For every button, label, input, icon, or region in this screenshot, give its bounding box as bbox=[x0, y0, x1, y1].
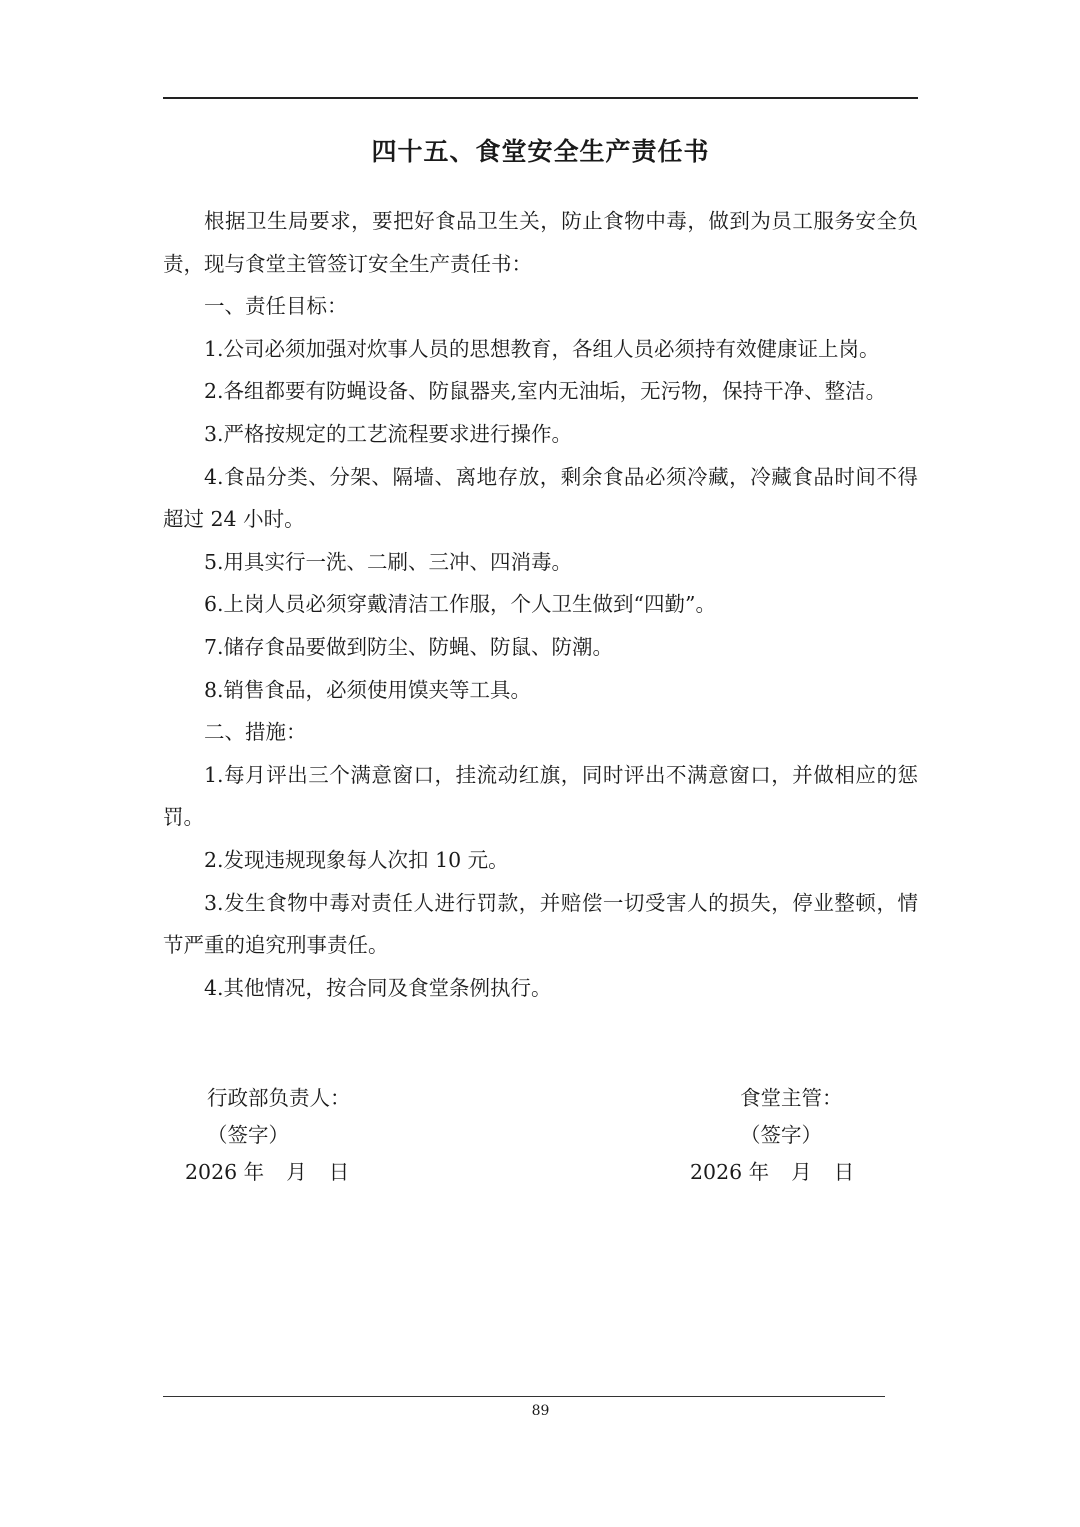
goal-item: 8.销售食品，必须使用馍夹等工具。 bbox=[204, 677, 532, 702]
intro-paragraph: 根据卫生局要求，要把好食品卫生关，防止食物中毒，做到为员工服务安全负责，现与食堂主管签订安全生产责任书： bbox=[163, 209, 918, 276]
signature-date bbox=[185, 1154, 351, 1191]
signature-date bbox=[690, 1154, 854, 1191]
signature-block-canteen bbox=[690, 1080, 854, 1191]
date-month: 月 bbox=[791, 1160, 812, 1184]
measure-item: 4.其他情况，按合同及食堂条例执行。 bbox=[204, 975, 552, 1000]
section-heading-goals: 一、责任目标： bbox=[204, 294, 348, 319]
goal-item: 4.食品分类、分架、隔墙、离地存放，剩余食品必须冷藏，冷藏食品时间不得超过 24 小时。 bbox=[163, 464, 918, 532]
header-rule bbox=[163, 97, 918, 99]
signature-block-admin bbox=[185, 1080, 351, 1191]
page-number: 89 bbox=[531, 1403, 550, 1419]
goal-item: 3.严格按规定的工艺流程要求进行操作。 bbox=[204, 421, 573, 446]
measure-item: 3.发生食物中毒对责任人进行罚款，并赔偿一切受害人的损失，停业整顿，情节严重的追究刑事责任。 bbox=[163, 890, 918, 958]
document-body bbox=[163, 200, 918, 1009]
document-title: 四十五、食堂安全生产责任书 bbox=[371, 137, 710, 166]
signature-role: 行政部负责人： bbox=[207, 1086, 351, 1110]
footer-rule bbox=[163, 1396, 885, 1397]
date-day: 日 bbox=[833, 1160, 855, 1184]
goal-item: 6.上岗人员必须穿戴清洁工作服，个人卫生做到“四勤”。 bbox=[204, 592, 717, 617]
signature-note: （签字） bbox=[207, 1123, 289, 1147]
goal-item: 2.各组都要有防蝇设备、防鼠器夹,室内无油垢，无污物，保持干净、整洁。 bbox=[204, 379, 887, 404]
signature-note: （签字） bbox=[740, 1123, 822, 1147]
date-month: 月 bbox=[286, 1160, 307, 1184]
date-year: 2026 年 bbox=[690, 1160, 770, 1184]
goal-item: 1.公司必须加强对炊事人员的思想教育，各组人员必须持有效健康证上岗。 bbox=[204, 336, 880, 361]
goal-item: 5.用具实行一洗、二刷、三冲、四消毒。 bbox=[204, 549, 573, 574]
section-heading-measures: 二、措施： bbox=[204, 720, 307, 745]
measure-item: 2.发现违规现象每人次扣 10 元。 bbox=[204, 847, 509, 872]
signature-role: 食堂主管： bbox=[740, 1086, 843, 1110]
date-day: 日 bbox=[328, 1160, 350, 1184]
date-year: 2026 年 bbox=[185, 1160, 265, 1184]
measure-item: 1.每月评出三个满意窗口，挂流动红旗，同时评出不满意窗口，并做相应的惩罚。 bbox=[163, 762, 918, 830]
goal-item: 7.储存食品要做到防尘、防蝇、防鼠、防潮。 bbox=[204, 634, 614, 659]
